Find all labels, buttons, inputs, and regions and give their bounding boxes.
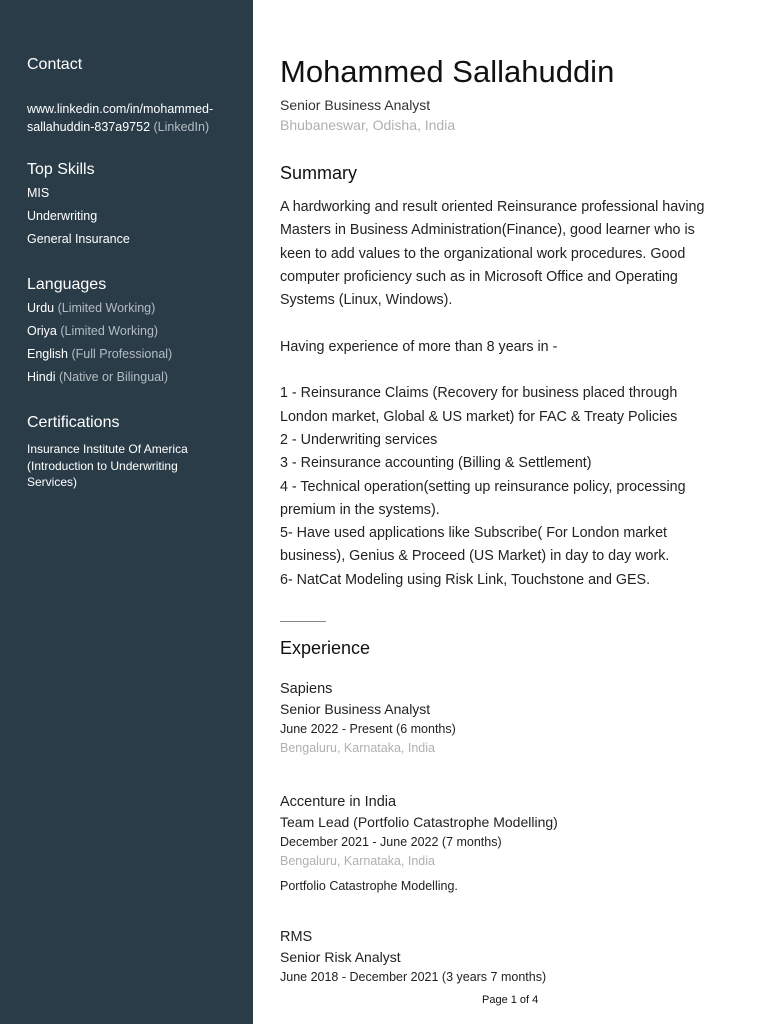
skill-item: General Insurance	[27, 232, 130, 246]
certification-line: Services)	[27, 475, 78, 489]
languages-section	[27, 275, 242, 389]
language-item: Oriya (Limited Working)	[27, 324, 159, 338]
contact-section	[27, 55, 242, 136]
job-entry	[280, 679, 750, 758]
language-item: English (Full Professional)	[27, 347, 173, 361]
certification-line: Insurance Institute Of America	[27, 442, 188, 456]
summary-line: Having experience of more than 8 years in -	[280, 338, 558, 355]
job-company: RMS	[280, 929, 313, 945]
certifications-heading: Certifications	[27, 414, 120, 431]
job-dates: June 2022 - Present (6 months)	[280, 722, 456, 736]
certifications-section	[27, 413, 242, 491]
summary-line: 6- NatCat Modeling using Risk Link, Touchstone and GES.	[280, 571, 651, 588]
job-dates: December 2021 - June 2022 (7 months)	[280, 835, 502, 849]
job-title: Senior Business Analyst	[280, 701, 431, 717]
summary-heading: Summary	[280, 163, 358, 183]
summary-line: 5- Have used applications like Subscribe( For London market	[280, 525, 668, 542]
summary-line: premium in the systems).	[280, 501, 440, 518]
summary-line: 2 - Underwriting services	[280, 431, 438, 448]
contact-heading: Contact	[27, 56, 83, 73]
skills-heading: Top Skills	[27, 161, 95, 178]
summary-text	[280, 196, 750, 592]
job-title: Senior Risk Analyst	[280, 949, 401, 965]
section-divider	[280, 621, 326, 622]
job-dates: June 2018 - December 2021 (3 years 7 months)	[280, 970, 547, 984]
profile-location: Bhubaneswar, Odisha, India	[280, 117, 456, 133]
job-location: Bengaluru, Karnataka, India	[280, 854, 435, 868]
job-location: Bengaluru, Karnataka, India	[280, 741, 435, 755]
summary-line: London market, Global & US market) for FAC & Treaty Policies	[280, 408, 678, 425]
job-company: Sapiens	[280, 681, 333, 697]
language-item: Hindi (Native or Bilingual)	[27, 370, 169, 384]
summary-line: 3 - Reinsurance accounting (Billing & Settlement)	[280, 455, 592, 472]
languages-heading: Languages	[27, 276, 107, 293]
linkedin-url-line1[interactable]: www.linkedin.com/in/mohammed-	[27, 102, 214, 116]
summary-line: 1 - Reinsurance Claims (Recovery for business placed through	[280, 385, 678, 402]
summary-line: 4 - Technical operation(setting up reinsurance policy, processing	[280, 478, 686, 495]
linkedin-link[interactable]	[27, 100, 242, 136]
summary-line: Masters in Business Administration(Finance), good learner who is	[280, 222, 695, 239]
skill-item: Underwriting	[27, 209, 98, 223]
job-description: Portfolio Catastrophe Modelling.	[280, 879, 458, 893]
skill-item: MIS	[27, 186, 50, 200]
experience-heading: Experience	[280, 638, 371, 658]
summary-line: Systems (Linux, Windows).	[280, 292, 453, 309]
sidebar	[0, 0, 253, 1024]
certification-line: (Introduction to Underwriting	[27, 458, 178, 473]
job-company: Accenture in India	[280, 794, 397, 810]
summary-line: computer proficiency such as in Microsoft Office and Operating	[280, 268, 678, 285]
linkedin-url-line2[interactable]: sallahuddin-837a9752	[27, 120, 151, 134]
skills-section	[27, 160, 242, 251]
page-number: Page 1 of 4	[482, 994, 539, 1006]
summary-line: business), Genius & Proceed (US Market) in day to day work.	[280, 548, 670, 565]
profile-name: Mohammed Sallahuddin	[280, 54, 615, 89]
job-title: Team Lead (Portfolio Catastrophe Modelling)	[280, 814, 558, 830]
linkedin-tag: (LinkedIn)	[153, 120, 210, 134]
job-entry	[280, 792, 750, 895]
job-entry	[280, 927, 750, 986]
summary-line: keen to add values to the organizational work procedures. Good	[280, 245, 686, 262]
profile-headline: Senior Business Analyst	[280, 97, 431, 113]
language-item: Urdu (Limited Working)	[27, 301, 156, 315]
summary-line: A hardworking and result oriented Reinsurance professional having	[280, 199, 705, 215]
